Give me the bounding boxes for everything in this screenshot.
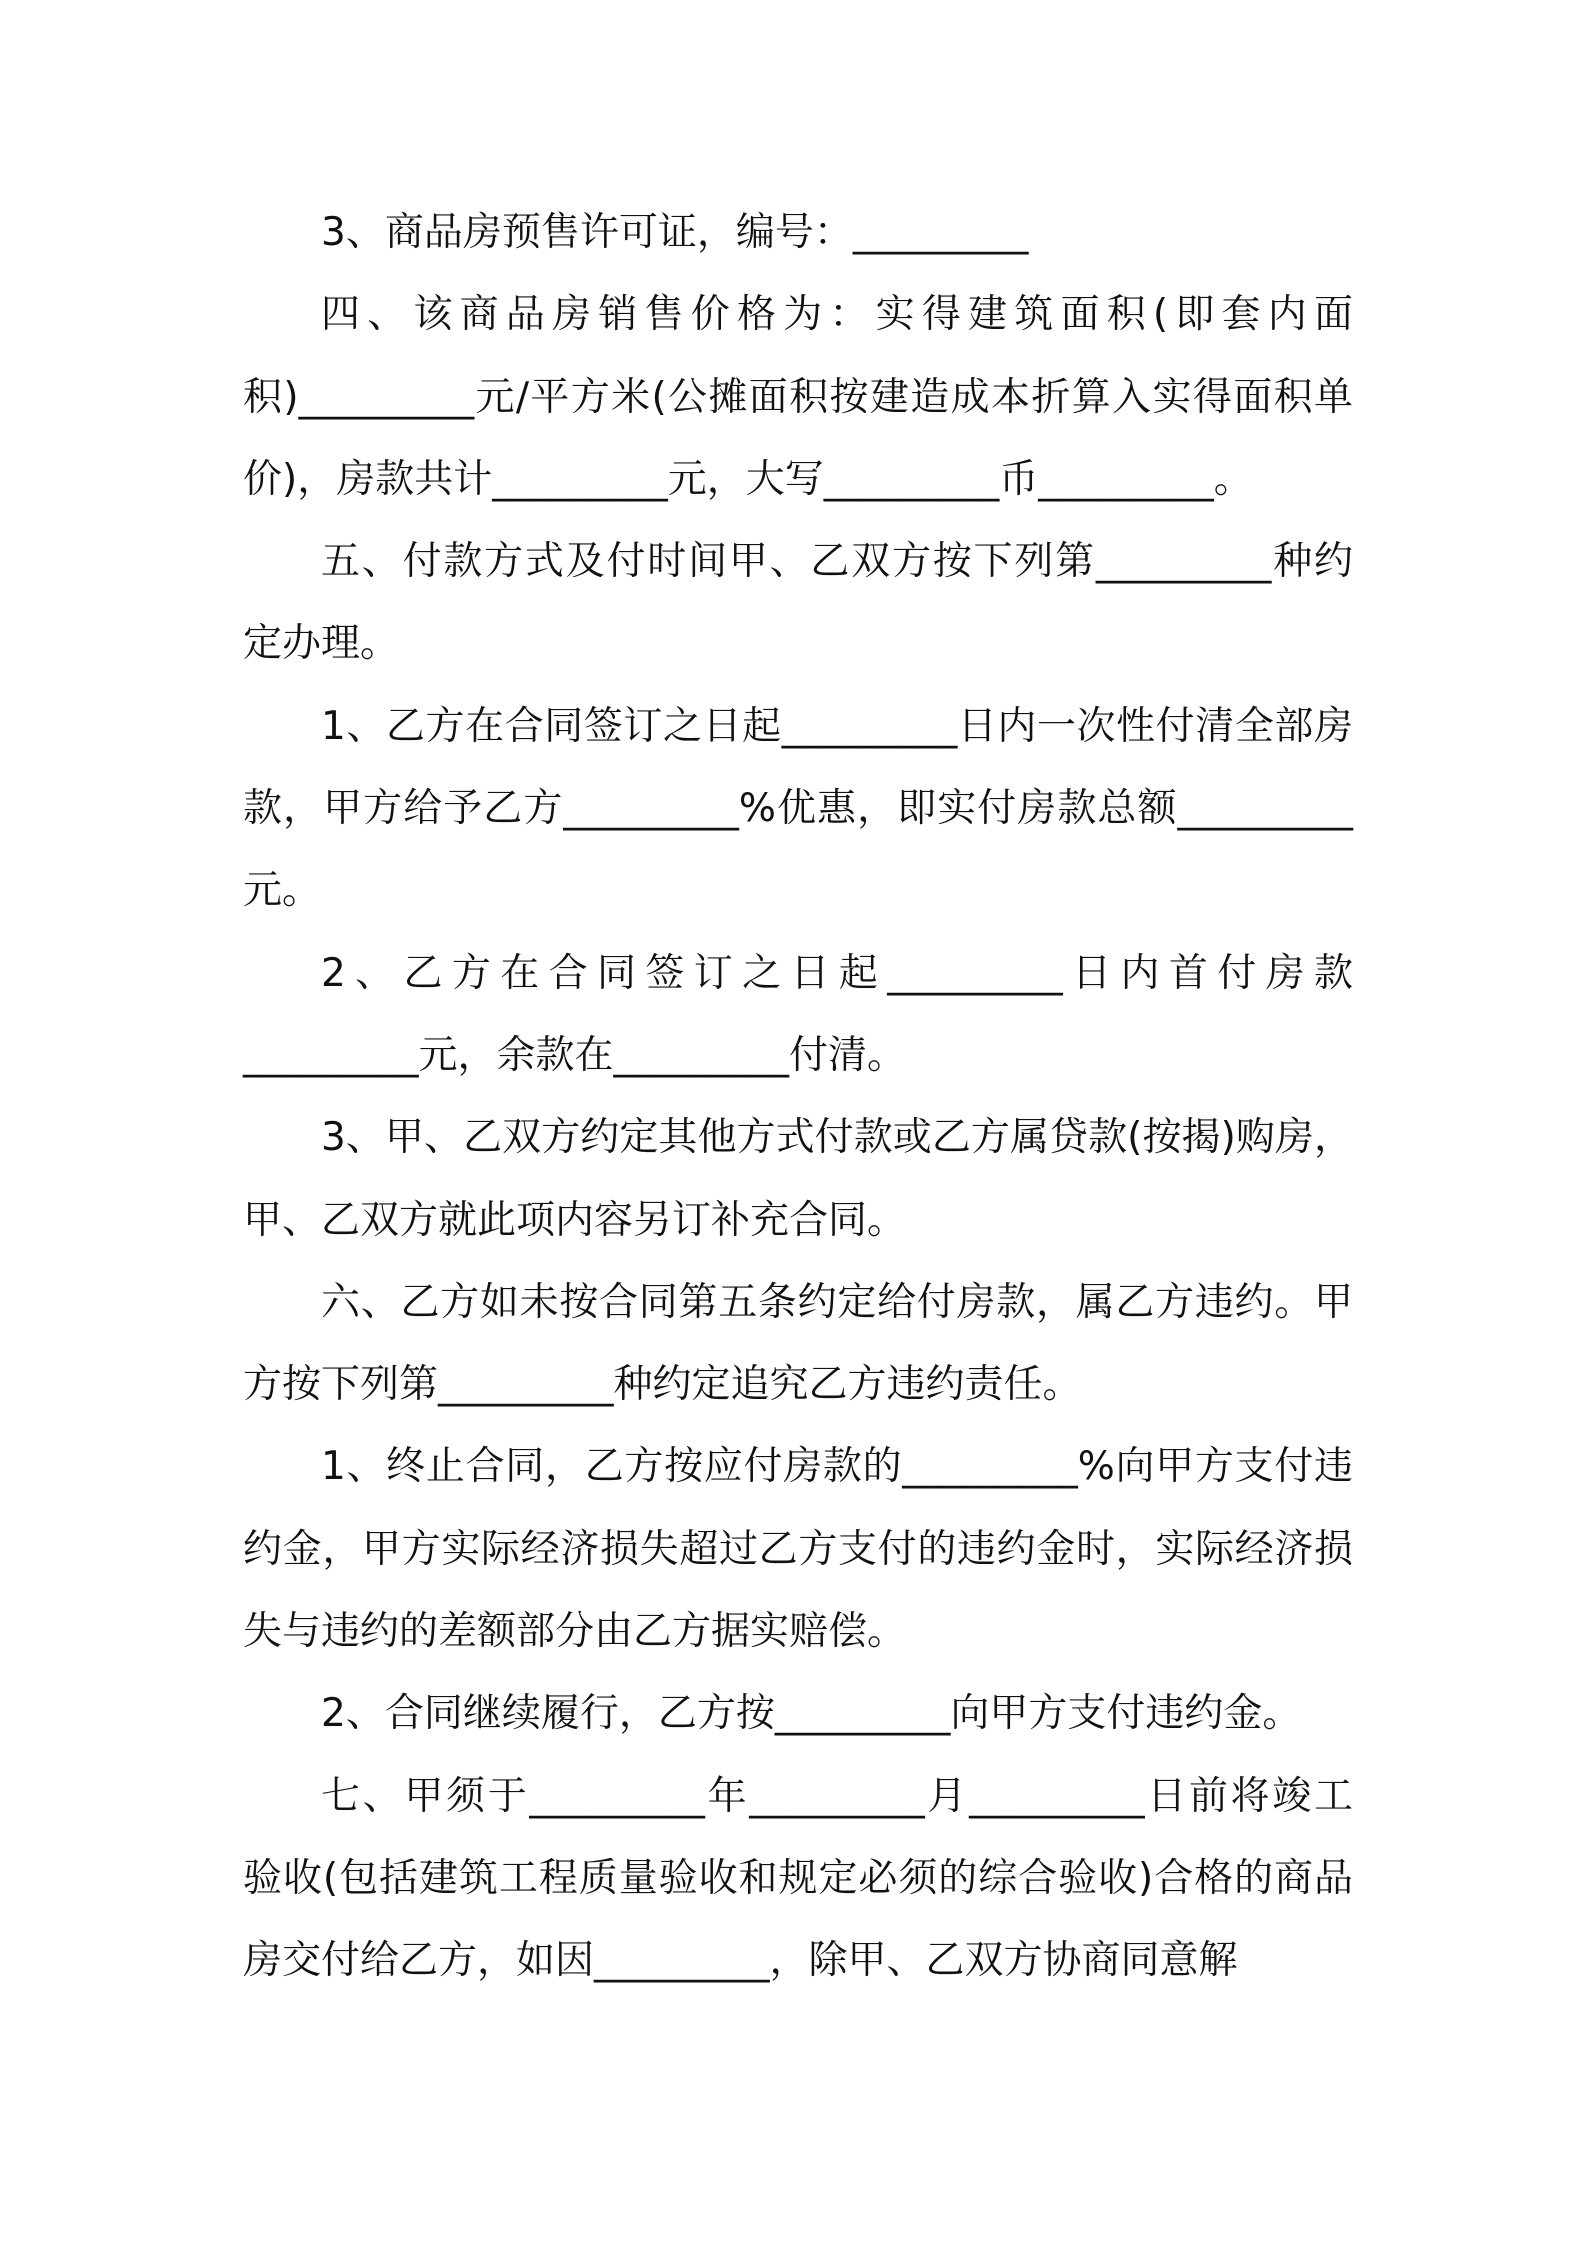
paragraph-sale-price: 四、该商品房销售价格为：实得建筑面积(即套内面积)_________元/平方米(公摊面积按建造成本折算入实得面积单价)，房款共计_________元，大写_________币_________。 [243,292,1353,502]
paragraph-presale-permit: 3、商品房预售许可证，编号：_________ [321,210,1029,255]
paragraph-payment-method: 五、付款方式及付时间甲、乙双方按下列第_________种约定办理。 [243,539,1353,667]
paragraph-delivery: 七、甲须于_________年_________月_________日前将竣工验收(包括建筑工程质量验收和规定必须的综合验收)合格的商品房交付给乙方，如因_________，除甲、乙双方协商同意解 [243,1773,1353,1984]
paragraph-payment-option-1: 1、乙方在合同签订之日起_________日内一次性付清全部房款，甲方给予乙方_________%优惠，即实付房款总额_________元。 [243,703,1353,914]
paragraph-breach-option-2: 2、合同继续履行，乙方按_________向甲方支付违约金。 [321,1691,1302,1737]
paragraph-payment-option-2: 2、乙方在合同签订之日起_________日内首付房款_________元，余款在_________付清。 [243,950,1353,1078]
paragraph-breach: 六、乙方如未按合同第五条约定给付房款，属乙方违约。甲方按下列第_________种约定追究乙方违约责任。 [243,1279,1353,1408]
paragraph-breach-option-1: 1、终止合同，乙方按应付房款的_________%向甲方支付违约金，甲方实际经济损失超过乙方支付的违约金时，实际经济损失与违约的差额部分由乙方据实赔偿。 [243,1444,1353,1655]
paragraph-payment-option-3: 3、甲、乙双方约定其他方式付款或乙方属贷款(按揭)购房，甲、乙双方就此项内容另订补充合同。 [243,1115,1353,1243]
contract-body [243,192,1353,2003]
